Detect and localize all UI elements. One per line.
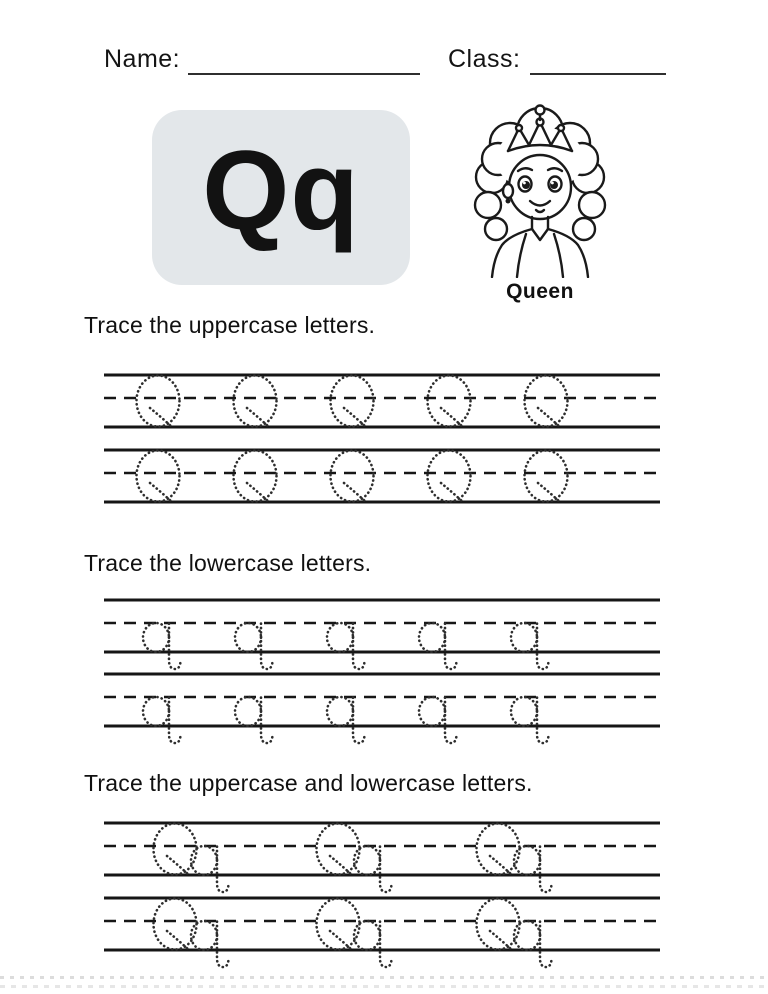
page-bottom-artifact [0,976,768,979]
mascot-caption: Queen [506,280,574,303]
class-label: Class: [448,45,521,73]
tracing-row [96,890,668,988]
letter-card [152,110,410,285]
queen-illustration [466,96,614,278]
tracing-row [96,666,668,764]
mascot [466,96,614,304]
section-title-mixed: Trace the uppercase and lowercase letters. [84,770,533,796]
page-bottom-artifact [0,985,768,988]
letter-card-text: Qq [202,127,360,253]
section-title-lowercase: Trace the lowercase letters. [84,550,372,576]
class-blank-line [530,73,666,75]
name-blank-line [188,73,420,75]
name-label: Name: [104,45,181,73]
tracing-row [96,442,668,540]
section-title-uppercase: Trace the uppercase letters. [84,312,376,338]
